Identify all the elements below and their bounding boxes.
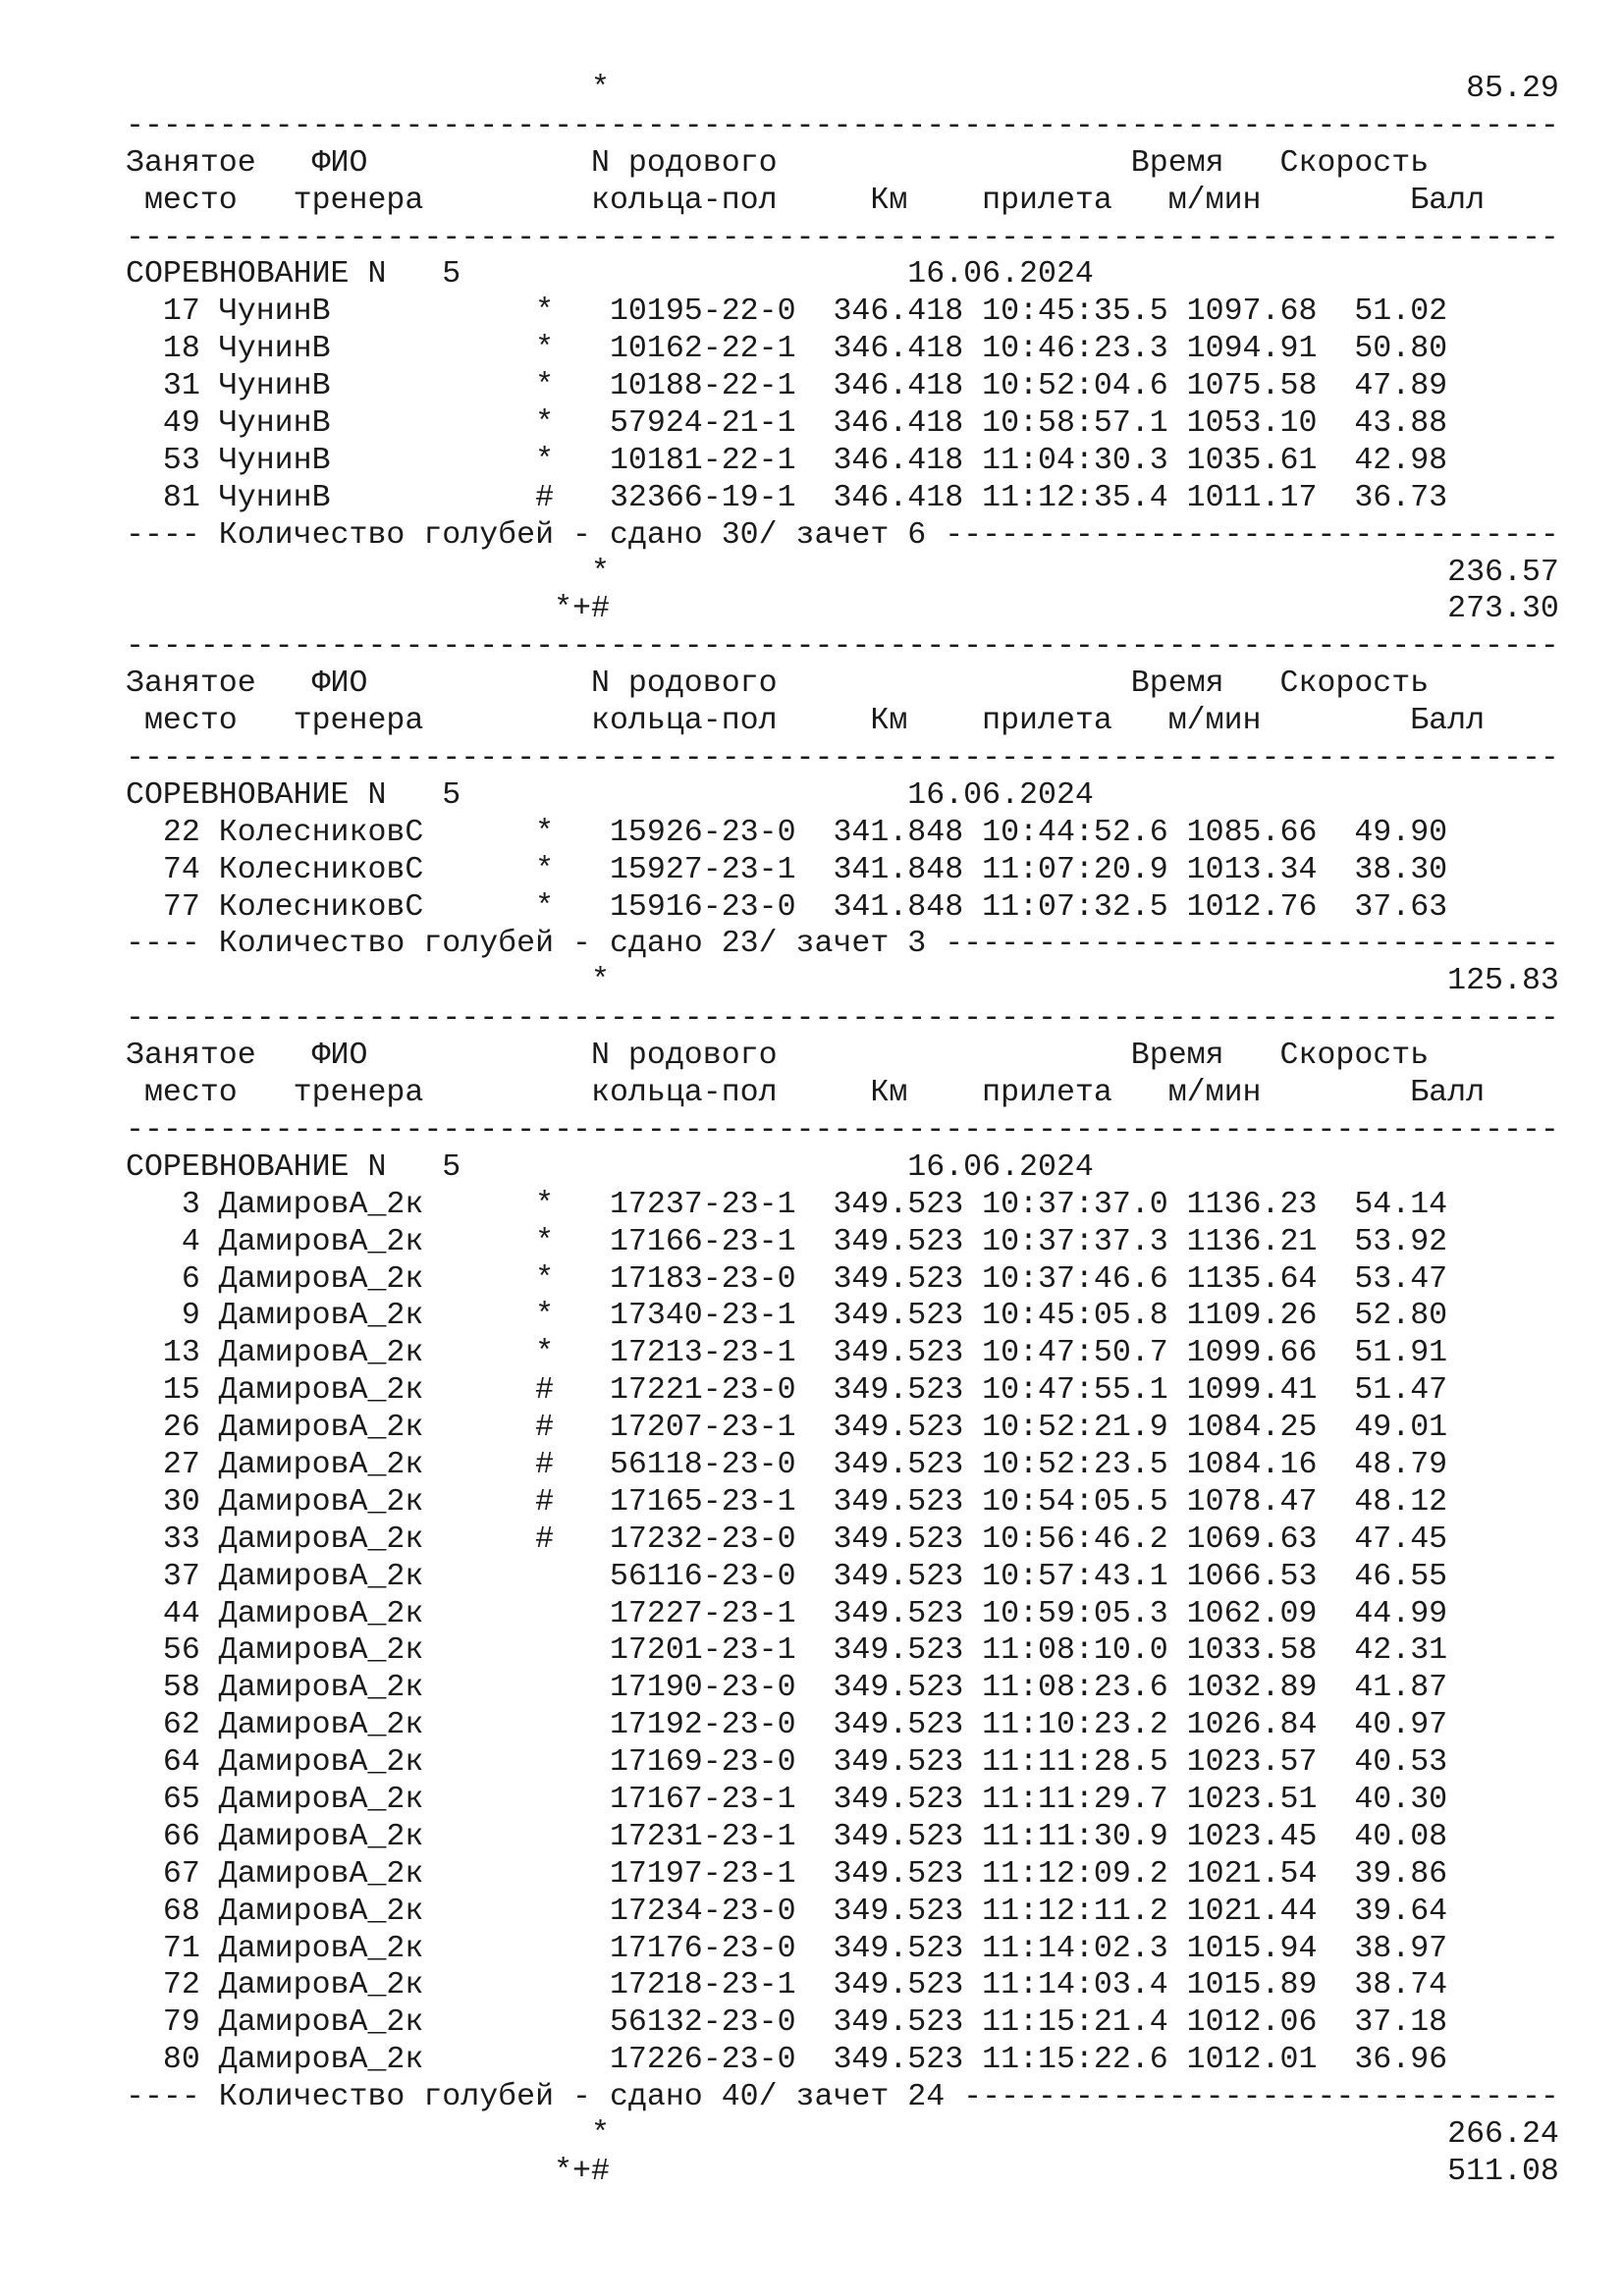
- result-row: 56 ДамировА_2к 17201-23-1 349.523 11:08:10.0 1033.58 42.31: [126, 1633, 1448, 1669]
- result-row: 77 КолесниковС * 15916-23-0 341.848 11:07:32.5 1012.76 37.63: [126, 889, 1448, 925]
- result-row: 15 ДамировА_2к # 17221-23-0 349.523 10:47:55.1 1099.41 51.47: [126, 1373, 1448, 1409]
- subtotal-line: * 266.24: [126, 2116, 1559, 2152]
- result-row: 62 ДамировА_2к 17192-23-0 349.523 11:10:23.2 1026.84 40.97: [126, 1708, 1448, 1743]
- result-row: 80 ДамировА_2к 17226-23-0 349.523 11:15:22.6 1012.01 36.96: [126, 2043, 1448, 2078]
- table-header-line-1: Занятое ФИО N родового Время Скорость: [126, 1039, 1430, 1074]
- result-row: 58 ДамировА_2к 17190-23-0 349.523 11:08:23.6 1032.89 41.87: [126, 1671, 1448, 1706]
- table-header-line-1: Занятое ФИО N родового Время Скорость: [126, 145, 1430, 181]
- table-header-line-2: место тренера кольца-пол Км прилета м/мин Балл: [126, 183, 1486, 218]
- result-row: 26 ДамировА_2к # 17207-23-1 349.523 10:52:21.9 1084.25 49.01: [126, 1411, 1448, 1446]
- result-row: 17 ЧунинВ * 10195-22-0 346.418 10:45:35.5 1097.68 51.02: [126, 294, 1448, 330]
- separator-rule: -----------------------------------------------------------------------------: [126, 220, 1559, 255]
- result-row: 31 ЧунинВ * 10188-22-1 346.418 10:52:04.6 1075.58 47.89: [126, 369, 1448, 404]
- result-row: 22 КолесниковС * 15926-23-0 341.848 10:44:52.6 1085.66 49.90: [126, 815, 1448, 850]
- results-printout: [126, 71, 1559, 2191]
- table-header-line-2: место тренера кольца-пол Км прилета м/мин Балл: [126, 1076, 1486, 1111]
- result-row: 64 ДамировА_2к 17169-23-0 349.523 11:11:28.5 1023.57 40.53: [126, 1745, 1448, 1781]
- competition-line: СОРЕВНОВАНИЕ N 5 16.06.2024: [126, 257, 1094, 293]
- subtotal-line: * 236.57: [126, 555, 1559, 590]
- separator-rule: -----------------------------------------------------------------------------: [126, 741, 1559, 776]
- separator-rule: -----------------------------------------------------------------------------: [126, 1112, 1559, 1148]
- result-row: 72 ДамировА_2к 17218-23-1 349.523 11:14:03.4 1015.89 38.74: [126, 1968, 1448, 2003]
- result-row: 33 ДамировА_2к # 17232-23-0 349.523 10:56:46.2 1069.63 47.45: [126, 1522, 1448, 1557]
- result-row: 30 ДамировА_2к # 17165-23-1 349.523 10:54:05.5 1078.47 48.12: [126, 1484, 1448, 1520]
- result-row: 67 ДамировА_2к 17197-23-1 349.523 11:12:09.2 1021.54 39.86: [126, 1856, 1448, 1892]
- result-row: 6 ДамировА_2к * 17183-23-0 349.523 10:37:46.6 1135.64 53.47: [126, 1261, 1448, 1297]
- result-row: 79 ДамировА_2к 56132-23-0 349.523 11:15:21.4 1012.06 37.18: [126, 2005, 1448, 2041]
- separator-rule: -----------------------------------------------------------------------------: [126, 1001, 1559, 1037]
- result-row: 18 ЧунинВ * 10162-22-1 346.418 10:46:23.3 1094.91 50.80: [126, 332, 1448, 367]
- result-row: 3 ДамировА_2к * 17237-23-1 349.523 10:37:37.0 1136.23 54.14: [126, 1187, 1448, 1222]
- result-row: 66 ДамировА_2к 17231-23-1 349.523 11:11:30.9 1023.45 40.08: [126, 1819, 1448, 1854]
- table-header-line-2: место тренера кольца-пол Км прилета м/мин Балл: [126, 704, 1486, 739]
- subtotal-line: *+# 273.30: [126, 592, 1559, 627]
- result-row: 44 ДамировА_2к 17227-23-1 349.523 10:59:05.3 1062.09 44.99: [126, 1596, 1448, 1631]
- pigeon-count-line: ---- Количество голубей - сдано 23/ зачет 3 ---------------------------------: [126, 927, 1559, 962]
- separator-rule: -----------------------------------------------------------------------------: [126, 629, 1559, 665]
- result-row: 65 ДамировА_2к 17167-23-1 349.523 11:11:29.7 1023.51 40.30: [126, 1782, 1448, 1817]
- competition-line: СОРЕВНОВАНИЕ N 5 16.06.2024: [126, 1149, 1094, 1185]
- result-row: 49 ЧунинВ * 57924-21-1 346.418 10:58:57.1 1053.10 43.88: [126, 406, 1448, 442]
- pigeon-count-line: ---- Количество голубей - сдано 40/ зачет 24 --------------------------------: [126, 2080, 1559, 2115]
- result-row: 4 ДамировА_2к * 17166-23-1 349.523 10:37:37.3 1136.21 53.92: [126, 1224, 1448, 1259]
- pigeon-count-line: ---- Количество голубей - сдано 30/ зачет 6 ---------------------------------: [126, 517, 1559, 553]
- competition-line: СОРЕВНОВАНИЕ N 5 16.06.2024: [126, 777, 1094, 813]
- result-row: 74 КолесниковС * 15927-23-1 341.848 11:07:20.9 1013.34 38.30: [126, 852, 1448, 887]
- result-row: 68 ДамировА_2к 17234-23-0 349.523 11:12:11.2 1021.44 39.64: [126, 1894, 1448, 1929]
- result-row: 37 ДамировА_2к 56116-23-0 349.523 10:57:43.1 1066.53 46.55: [126, 1559, 1448, 1594]
- separator-rule: -----------------------------------------------------------------------------: [126, 108, 1559, 143]
- result-row: 27 ДамировА_2к # 56118-23-0 349.523 10:52:23.5 1084.16 48.79: [126, 1447, 1448, 1482]
- result-row: 9 ДамировА_2к * 17340-23-1 349.523 10:45:05.8 1109.26 52.80: [126, 1299, 1448, 1334]
- result-row: 81 ЧунинВ # 32366-19-1 346.418 11:12:35.4 1011.17 36.73: [126, 480, 1448, 515]
- result-row: 13 ДамировА_2к * 17213-23-1 349.523 10:47:50.7 1099.66 51.91: [126, 1336, 1448, 1371]
- subtotal-line: *+# 511.08: [126, 2154, 1559, 2189]
- result-row: 71 ДамировА_2к 17176-23-0 349.523 11:14:02.3 1015.94 38.97: [126, 1931, 1448, 1966]
- table-header-line-1: Занятое ФИО N родового Время Скорость: [126, 667, 1430, 702]
- result-row: 53 ЧунинВ * 10181-22-1 346.418 11:04:30.3 1035.61 42.98: [126, 443, 1448, 478]
- subtotal-line: * 85.29: [126, 72, 1559, 106]
- subtotal-line: * 125.83: [126, 964, 1559, 999]
